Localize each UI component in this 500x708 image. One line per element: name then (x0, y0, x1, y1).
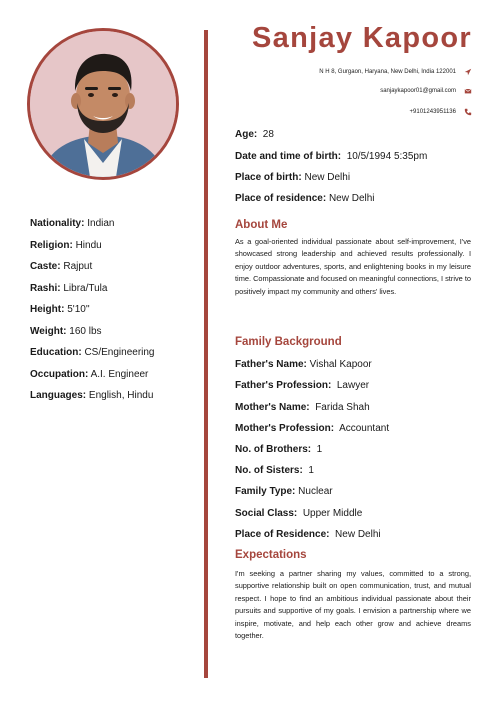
profile-photo (27, 28, 179, 180)
vertical-divider (204, 30, 208, 678)
nationality-row: Nationality: Indian (30, 218, 115, 229)
email-line (380, 87, 472, 95)
mother-profession-value: Accountant (339, 423, 390, 434)
family-residence-row: Place of Residence: New Delhi (235, 529, 381, 540)
candidate-name: Sanjay Kapoor (252, 22, 472, 54)
rashi-row: Rashi: Libra/Tula (30, 282, 108, 294)
email-text[interactable]: sanjaykapoor01@gmail.com (380, 88, 456, 94)
expectations-text: I'm seeking a partner sharing my values, committed to a strong, supportive relationship built on open communication, trust, and mutual respect. I hope to find an ambitious individual passionate about their pursuits and supportive of my goals. I envision a partnership where we inspire, motivate, and help each other grow and achieve dreams together. (235, 569, 471, 641)
education-value: CS/Engineering (84, 347, 155, 358)
height-value: 5'10'' (67, 304, 90, 315)
caste-value: Rajput (63, 261, 93, 272)
pob-row: Place of birth: New Delhi (235, 172, 351, 183)
residence-value: New Delhi (328, 193, 375, 204)
religion-value: Hindu (75, 239, 102, 251)
caste-row: Caste: Rajput (30, 261, 93, 272)
phone-line (410, 108, 472, 116)
family-type-value: Nuclear (298, 486, 333, 497)
family-heading: Family Background (235, 336, 342, 348)
mother-profession-row: Mother's Profession: Accountant (235, 423, 390, 434)
languages-value: English, Hindu (88, 390, 154, 401)
age-row: Age: 28 (235, 129, 274, 140)
expectations-heading: Expectations (235, 549, 307, 561)
family-residence-value: New Delhi (335, 529, 381, 540)
residence-row: Place of residence: New Delhi (235, 193, 375, 204)
about-text: As a goal-oriented individual passionate about self-improvement, I've showcased strong leadership and achieved results professionally. I enjoy outdoor adventures, sports, and enlightening books in my leisure time. Compassionate and focused on meaningful connections, I strive to positively impact my community and others' lives. (235, 237, 471, 296)
sisters-row: No. of Sisters: 1 (235, 465, 314, 476)
brothers-row: No. of Brothers: 1 (235, 444, 323, 455)
social-class-row: Social Class: Upper Middle (235, 508, 363, 519)
family-type-row: Family Type: Nuclear (235, 486, 333, 497)
phone-icon (464, 108, 472, 116)
mother-name-row: Mother's Name: Farida Shah (235, 402, 370, 413)
social-class-value: Upper Middle (302, 508, 363, 519)
rashi-value: Libra/Tula (63, 282, 108, 294)
father-profession-value: Lawyer (336, 380, 370, 391)
weight-row: Weight: 160 lbs (30, 325, 102, 337)
address-text: N H 8, Gurgaon, Haryana, New Delhi, India 122001 (319, 69, 456, 75)
father-name-value: Vishal Kapoor (309, 359, 372, 370)
weight-value: 160 lbs (69, 325, 102, 337)
dob-value: 10/5/1994 5:35pm (346, 151, 428, 162)
religion-row: Religion: Hindu (30, 239, 102, 251)
brothers-value: 1 (316, 444, 323, 455)
occupation-value: A.I. Engineer (90, 368, 149, 380)
age-value: 28 (262, 129, 274, 140)
occupation-row: Occupation: A.I. Engineer (30, 368, 149, 380)
education-row: Education: CS/Engineering (30, 347, 155, 358)
dob-row: Date and time of birth: 10/5/1994 5:35pm (235, 151, 428, 162)
nationality-value: Indian (87, 218, 115, 229)
languages-row: Languages: English, Hindu (30, 390, 154, 401)
sisters-value: 1 (308, 465, 314, 476)
personal-details (30, 218, 200, 412)
father-name-row: Father's Name: Vishal Kapoor (235, 359, 372, 370)
portrait-illustration (30, 31, 176, 177)
pob-value: New Delhi (304, 172, 351, 183)
phone-text[interactable]: +9101243951136 (409, 109, 456, 115)
mother-name-value: Farida Shah (315, 402, 370, 413)
envelope-icon (464, 87, 472, 95)
about-heading: About Me (235, 219, 288, 231)
height-row: Height: 5'10'' (30, 304, 90, 315)
address-line (319, 68, 472, 76)
father-profession-row: Father's Profession: Lawyer (235, 380, 370, 391)
location-arrow-icon (464, 68, 472, 76)
